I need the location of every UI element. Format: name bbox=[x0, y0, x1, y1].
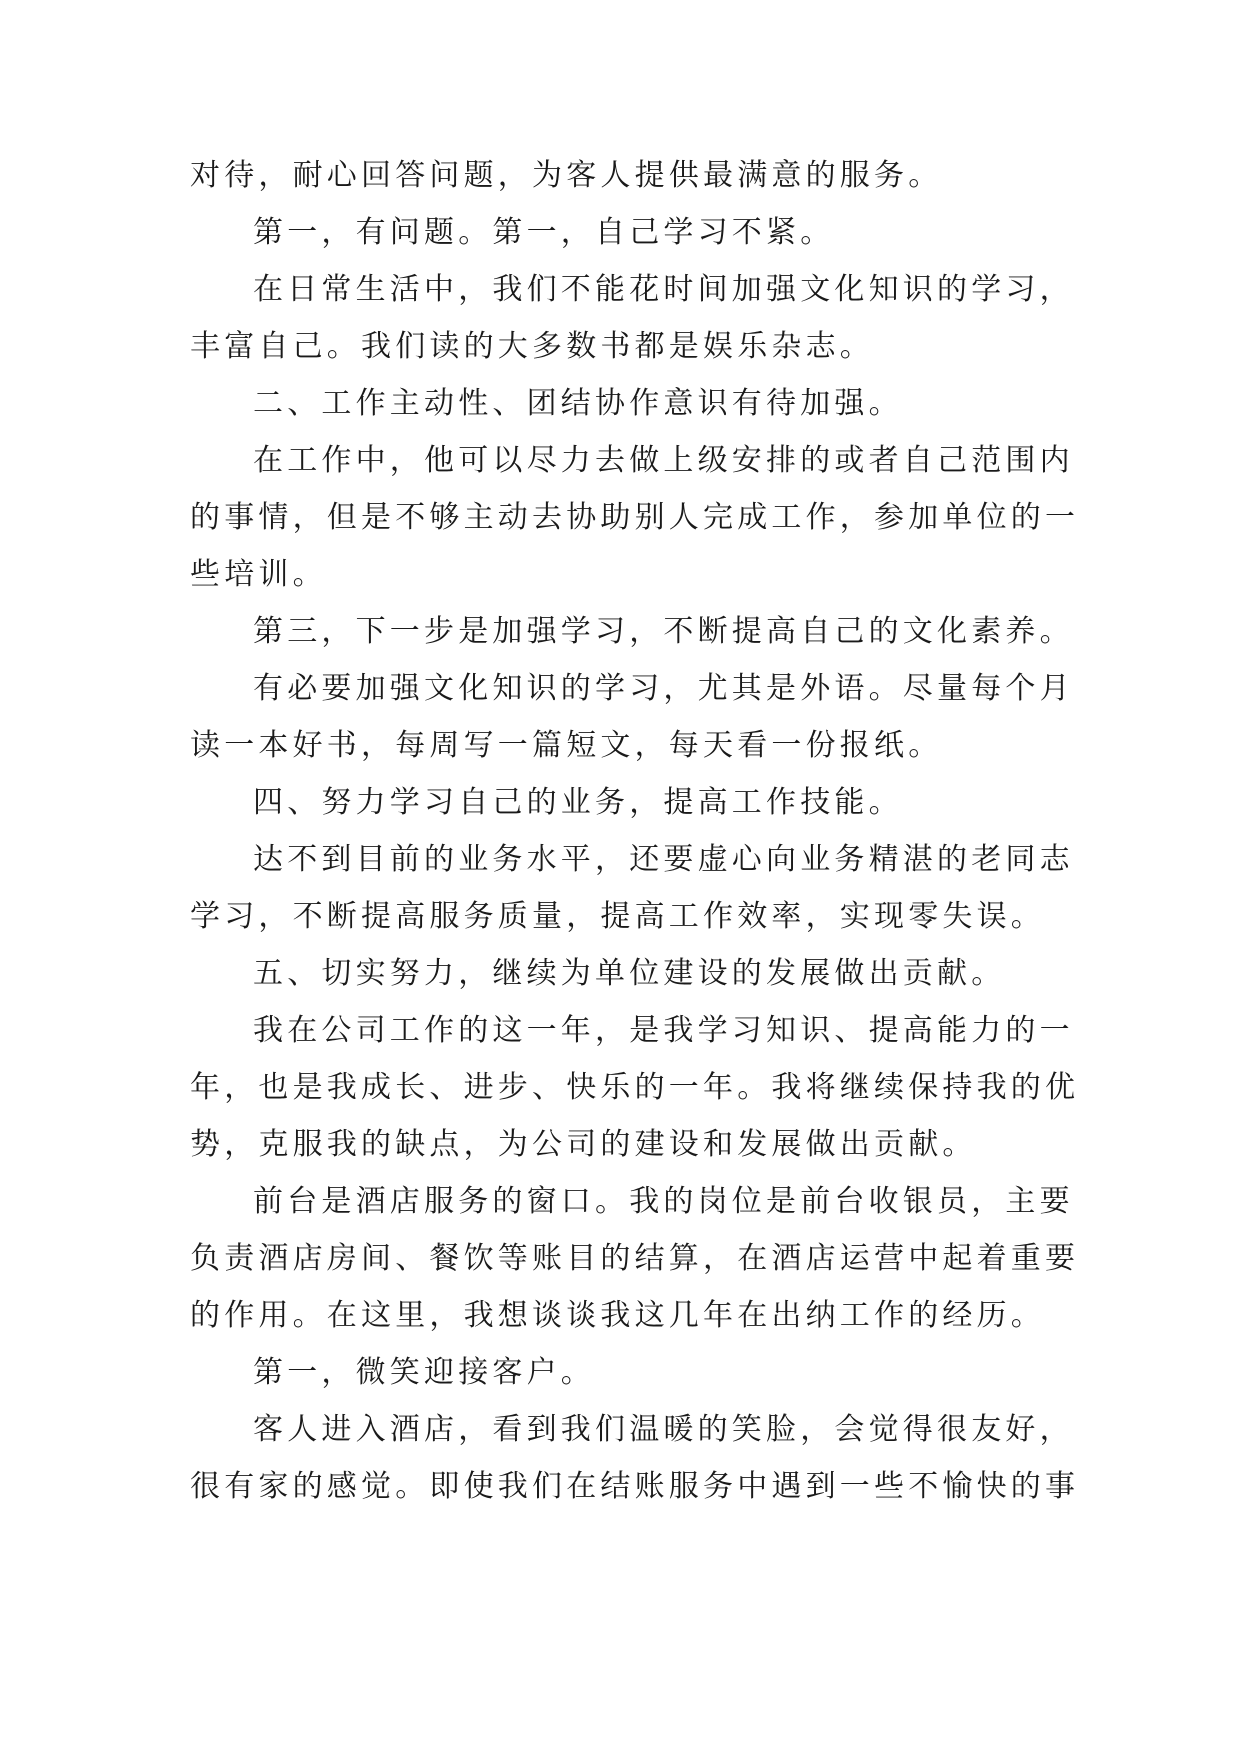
text-line: 第三，下一步是加强学习，不断提高自己的文化素养。 bbox=[253, 614, 1074, 649]
text-line: 很有家的感觉。即使我们在结账服务中遇到一些不愉快的事 bbox=[190, 1469, 1080, 1504]
text-line: 的事情，但是不够主动去协助别人完成工作，参加单位的一 bbox=[190, 500, 1080, 535]
text-line: 年，也是我成长、进步、快乐的一年。我将继续保持我的优 bbox=[190, 1070, 1080, 1105]
text-line: 负责酒店房间、餐饮等账目的结算，在酒店运营中起着重要 bbox=[190, 1241, 1080, 1276]
text-line: 二、工作主动性、团结协作意识有待加强。 bbox=[253, 386, 903, 421]
text-line: 我在公司工作的这一年，是我学习知识、提高能力的一 bbox=[253, 1013, 1074, 1048]
text-line: 的作用。在这里，我想谈谈我这几年在出纳工作的经历。 bbox=[190, 1298, 1045, 1333]
text-line: 读一本好书，每周写一篇短文，每天看一份报纸。 bbox=[190, 728, 943, 763]
text-line: 第一，微笑迎接客户。 bbox=[253, 1355, 595, 1390]
text-line: 丰富自己。我们读的大多数书都是娱乐杂志。 bbox=[190, 329, 874, 364]
text-line: 些培训。 bbox=[190, 557, 327, 592]
text-line: 客人进入酒店，看到我们温暖的笑脸，会觉得很友好， bbox=[253, 1412, 1074, 1447]
text-line: 在日常生活中，我们不能花时间加强文化知识的学习， bbox=[253, 272, 1074, 307]
text-line: 势，克服我的缺点，为公司的建设和发展做出贡献。 bbox=[190, 1127, 977, 1162]
text-line: 四、努力学习自己的业务，提高工作技能。 bbox=[253, 785, 903, 820]
text-line: 学习，不断提高服务质量，提高工作效率，实现零失误。 bbox=[190, 899, 1045, 934]
text-line: 第一，有问题。第一，自己学习不紧。 bbox=[253, 215, 835, 250]
text-line: 达不到目前的业务水平，还要虚心向业务精湛的老同志 bbox=[253, 842, 1074, 877]
text-line: 有必要加强文化知识的学习，尤其是外语。尽量每个月 bbox=[253, 671, 1074, 706]
text-line: 在工作中，他可以尽力去做上级安排的或者自己范围内 bbox=[253, 443, 1074, 478]
text-line: 对待，耐心回答问题，为客人提供最满意的服务。 bbox=[190, 158, 943, 193]
text-line: 前台是酒店服务的窗口。我的岗位是前台收银员，主要 bbox=[253, 1184, 1074, 1219]
text-line: 五、切实努力，继续为单位建设的发展做出贡献。 bbox=[253, 956, 1006, 991]
